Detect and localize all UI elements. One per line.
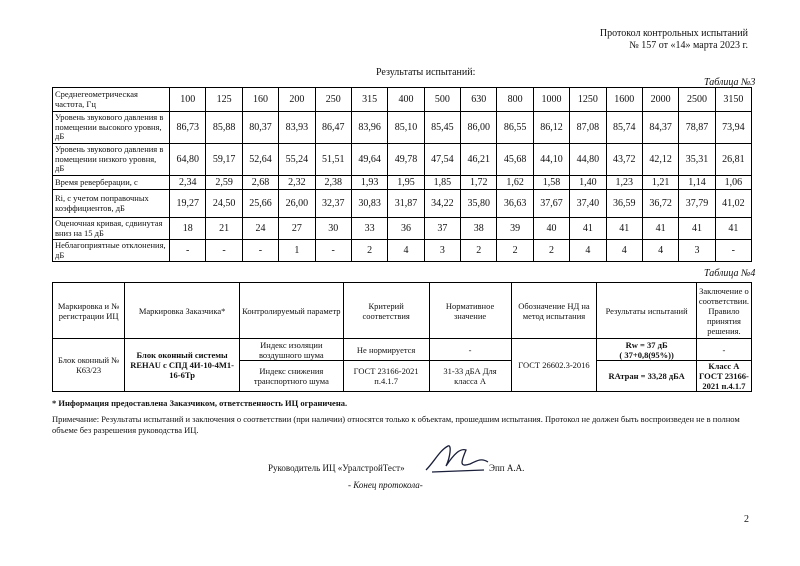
value-cell: 32,37 (315, 190, 351, 218)
value-cell: 26,81 (715, 144, 751, 176)
value-cell: 44,80 (570, 144, 606, 176)
header-cell: Заключение о соответствии. Правило принятия решения. (696, 283, 751, 339)
row-label: Неблагоприятные отклонения, дБ (53, 240, 170, 262)
value-cell: 84,37 (642, 112, 678, 144)
value-cell: 47,54 (424, 144, 460, 176)
value-cell: 31,87 (388, 190, 424, 218)
customer-marking: Блок оконный системы REHAU с СПД 4И-10-4М1-16-6Тр (125, 339, 240, 392)
frequency-cell: 125 (206, 88, 242, 112)
criteria-transport: ГОСТ 23166-2021 п.4.1.7 (343, 361, 429, 392)
sample-id: Блок оконный № К63/23 (53, 339, 125, 392)
value-cell: 25,66 (242, 190, 278, 218)
value-cell: 52,64 (242, 144, 278, 176)
value-cell: 86,00 (461, 112, 497, 144)
value-cell: 73,94 (715, 112, 751, 144)
value-cell: 41 (642, 218, 678, 240)
value-cell: 36,72 (642, 190, 678, 218)
value-cell: 35,80 (461, 190, 497, 218)
value-cell: 38 (461, 218, 497, 240)
frequency-cell: 100 (170, 88, 206, 112)
value-cell: 64,80 (170, 144, 206, 176)
value-cell: 1 (279, 240, 315, 262)
value-cell: 85,10 (388, 112, 424, 144)
results-row (53, 112, 752, 144)
value-cell: 1,95 (388, 176, 424, 190)
value-cell: 46,21 (461, 144, 497, 176)
value-cell: 37,79 (679, 190, 715, 218)
value-cell: 59,17 (206, 144, 242, 176)
value-cell: 4 (642, 240, 678, 262)
value-cell: 85,45 (424, 112, 460, 144)
value-cell: 42,12 (642, 144, 678, 176)
value-cell: 36,63 (497, 190, 533, 218)
value-cell: - (315, 240, 351, 262)
value-cell: 1,72 (461, 176, 497, 190)
row-label: Время реверберации, с (53, 176, 170, 190)
value-cell: 30 (315, 218, 351, 240)
value-cell: 2 (461, 240, 497, 262)
value-cell: 34,22 (424, 190, 460, 218)
value-cell: 33 (351, 218, 387, 240)
results-table (52, 87, 752, 262)
value-cell: 2,38 (315, 176, 351, 190)
frequency-cell: 315 (351, 88, 387, 112)
results-title: Результаты испытаний: (376, 67, 476, 78)
value-cell: 30,83 (351, 190, 387, 218)
signature-role: Руководитель ИЦ «УралстройТест» (268, 463, 405, 473)
value-cell: 35,31 (679, 144, 715, 176)
value-cell: 78,87 (679, 112, 715, 144)
frequency-cell: 630 (461, 88, 497, 112)
value-cell: 40 (533, 218, 569, 240)
header-cell: Нормативное значение (429, 283, 511, 339)
value-cell: 1,14 (679, 176, 715, 190)
frequency-cell: 200 (279, 88, 315, 112)
value-cell: 3 (424, 240, 460, 262)
frequency-cell: 1250 (570, 88, 606, 112)
value-cell: 4 (388, 240, 424, 262)
handwritten-signature (420, 440, 490, 482)
value-cell: 1,58 (533, 176, 569, 190)
value-cell: 37 (424, 218, 460, 240)
frequency-cell: 2500 (679, 88, 715, 112)
value-cell: 85,88 (206, 112, 242, 144)
value-cell: 27 (279, 218, 315, 240)
value-cell: 41,02 (715, 190, 751, 218)
value-cell: 37,67 (533, 190, 569, 218)
row-label: Оценочная кривая, сдвинутая вниз на 15 дБ (53, 218, 170, 240)
conclusion-row-airborne (53, 339, 752, 361)
value-cell: 2 (351, 240, 387, 262)
end-of-protocol: - Конец протокола- (348, 480, 423, 490)
conclusion-airborne: - (696, 339, 751, 361)
results-row (53, 190, 752, 218)
page-number: 2 (744, 514, 749, 525)
value-cell: 26,00 (279, 190, 315, 218)
frequency-cell: 500 (424, 88, 460, 112)
header-cell: Контролируемый параметр (239, 283, 343, 339)
header-cell: Маркировка и № регистрации ИЦ (53, 283, 125, 339)
value-cell: 87,08 (570, 112, 606, 144)
value-cell: 3 (679, 240, 715, 262)
value-cell: 86,73 (170, 112, 206, 144)
value-cell: 2 (497, 240, 533, 262)
value-cell: 24 (242, 218, 278, 240)
result-transport: RАтран = 33,28 дБА (597, 361, 696, 392)
value-cell: 49,78 (388, 144, 424, 176)
value-cell: 1,93 (351, 176, 387, 190)
conclusion-table (52, 282, 752, 392)
note-main: Примечание: Результаты испытаний и заключения о соответствии (при наличии) относятся только к объектам, прошедшим испытания. Протокол не должен быть воспроизведен не в полном объеме без разрешения руководства ИЦ. (52, 414, 740, 435)
frequency-cell: 160 (242, 88, 278, 112)
value-cell: 86,47 (315, 112, 351, 144)
value-cell: 2 (533, 240, 569, 262)
value-cell: 86,55 (497, 112, 533, 144)
value-cell: 55,24 (279, 144, 315, 176)
results-row (53, 88, 752, 112)
frequency-cell: 800 (497, 88, 533, 112)
norm-airborne: - (429, 339, 511, 361)
value-cell: 49,64 (351, 144, 387, 176)
row-label: Уровень звукового давления в помещении низкого уровня, дБ (53, 144, 170, 176)
value-cell: 4 (570, 240, 606, 262)
conclusion-header-row (53, 283, 752, 339)
value-cell: - (206, 240, 242, 262)
value-cell: 18 (170, 218, 206, 240)
value-cell: 85,74 (606, 112, 642, 144)
table4-label: Таблица №4 (704, 268, 756, 279)
value-cell: 1,85 (424, 176, 460, 190)
value-cell: 1,23 (606, 176, 642, 190)
norm-transport: 31-33 дБА Для класса А (429, 361, 511, 392)
protocol-header (488, 28, 748, 52)
frequency-cell: 400 (388, 88, 424, 112)
table3-label: Таблица №3 (704, 77, 756, 88)
frequency-cell: 250 (315, 88, 351, 112)
value-cell: 1,06 (715, 176, 751, 190)
value-cell: 24,50 (206, 190, 242, 218)
value-cell: 1,21 (642, 176, 678, 190)
value-cell: 41 (570, 218, 606, 240)
frequency-cell: 1600 (606, 88, 642, 112)
signature-name: Эпп А.А. (489, 463, 525, 473)
value-cell: 41 (715, 218, 751, 240)
value-cell: 39 (497, 218, 533, 240)
value-cell: 2,34 (170, 176, 206, 190)
value-cell: 21 (206, 218, 242, 240)
value-cell: 2,68 (242, 176, 278, 190)
header-cell: Результаты испытаний (597, 283, 696, 339)
value-cell: 80,37 (242, 112, 278, 144)
result-rw-uncertainty: ( 37+0,8(95%)) (619, 349, 674, 360)
value-cell: 36,59 (606, 190, 642, 218)
results-row (53, 218, 752, 240)
criteria-airborne: Не нормируется (343, 339, 429, 361)
value-cell: 41 (606, 218, 642, 240)
row-label: Среднегеометрическая частота, Гц (53, 88, 170, 112)
result-rw: Rw = 37 дБ (625, 339, 668, 350)
value-cell: 4 (606, 240, 642, 262)
row-label: Ri, с учетом поправочных коэффициентов, дБ (53, 190, 170, 218)
value-cell: - (170, 240, 206, 262)
test-method: ГОСТ 26602.3-2016 (511, 339, 597, 392)
value-cell: - (715, 240, 751, 262)
value-cell: 36 (388, 218, 424, 240)
value-cell: 2,59 (206, 176, 242, 190)
results-row (53, 240, 752, 262)
value-cell: - (242, 240, 278, 262)
protocol-number-date: № 157 от «14» марта 2023 г. (629, 40, 748, 51)
value-cell: 45,68 (497, 144, 533, 176)
header-cell: Критерий соответствия (343, 283, 429, 339)
frequency-cell: 3150 (715, 88, 751, 112)
value-cell: 41 (679, 218, 715, 240)
value-cell: 1,62 (497, 176, 533, 190)
header-cell: Маркировка Заказчика* (125, 283, 240, 339)
param-transport: Индекс снижения транспортного шума (239, 361, 343, 392)
result-airborne (597, 339, 696, 361)
frequency-cell: 1000 (533, 88, 569, 112)
frequency-cell: 2000 (642, 88, 678, 112)
value-cell: 2,32 (279, 176, 315, 190)
protocol-title: Протокол контрольных испытаний (599, 28, 748, 39)
conclusion-transport: Класс А ГОСТ 23166-2021 п.4.1.7 (696, 361, 751, 392)
value-cell: 1,40 (570, 176, 606, 190)
results-row (53, 144, 752, 176)
value-cell: 19,27 (170, 190, 206, 218)
value-cell: 43,72 (606, 144, 642, 176)
row-label: Уровень звукового давления в помещении высокого уровня, дБ (53, 112, 170, 144)
value-cell: 37,40 (570, 190, 606, 218)
value-cell: 51,51 (315, 144, 351, 176)
results-row (53, 176, 752, 190)
value-cell: 83,93 (279, 112, 315, 144)
value-cell: 86,12 (533, 112, 569, 144)
value-cell: 83,96 (351, 112, 387, 144)
note-info: * Информация предоставлена Заказчиком, ответственность ИЦ ограничена. (52, 398, 348, 408)
value-cell: 44,10 (533, 144, 569, 176)
header-cell: Обозначение НД на метод испытания (511, 283, 597, 339)
param-airborne: Индекс изоляции воздушного шума (239, 339, 343, 361)
